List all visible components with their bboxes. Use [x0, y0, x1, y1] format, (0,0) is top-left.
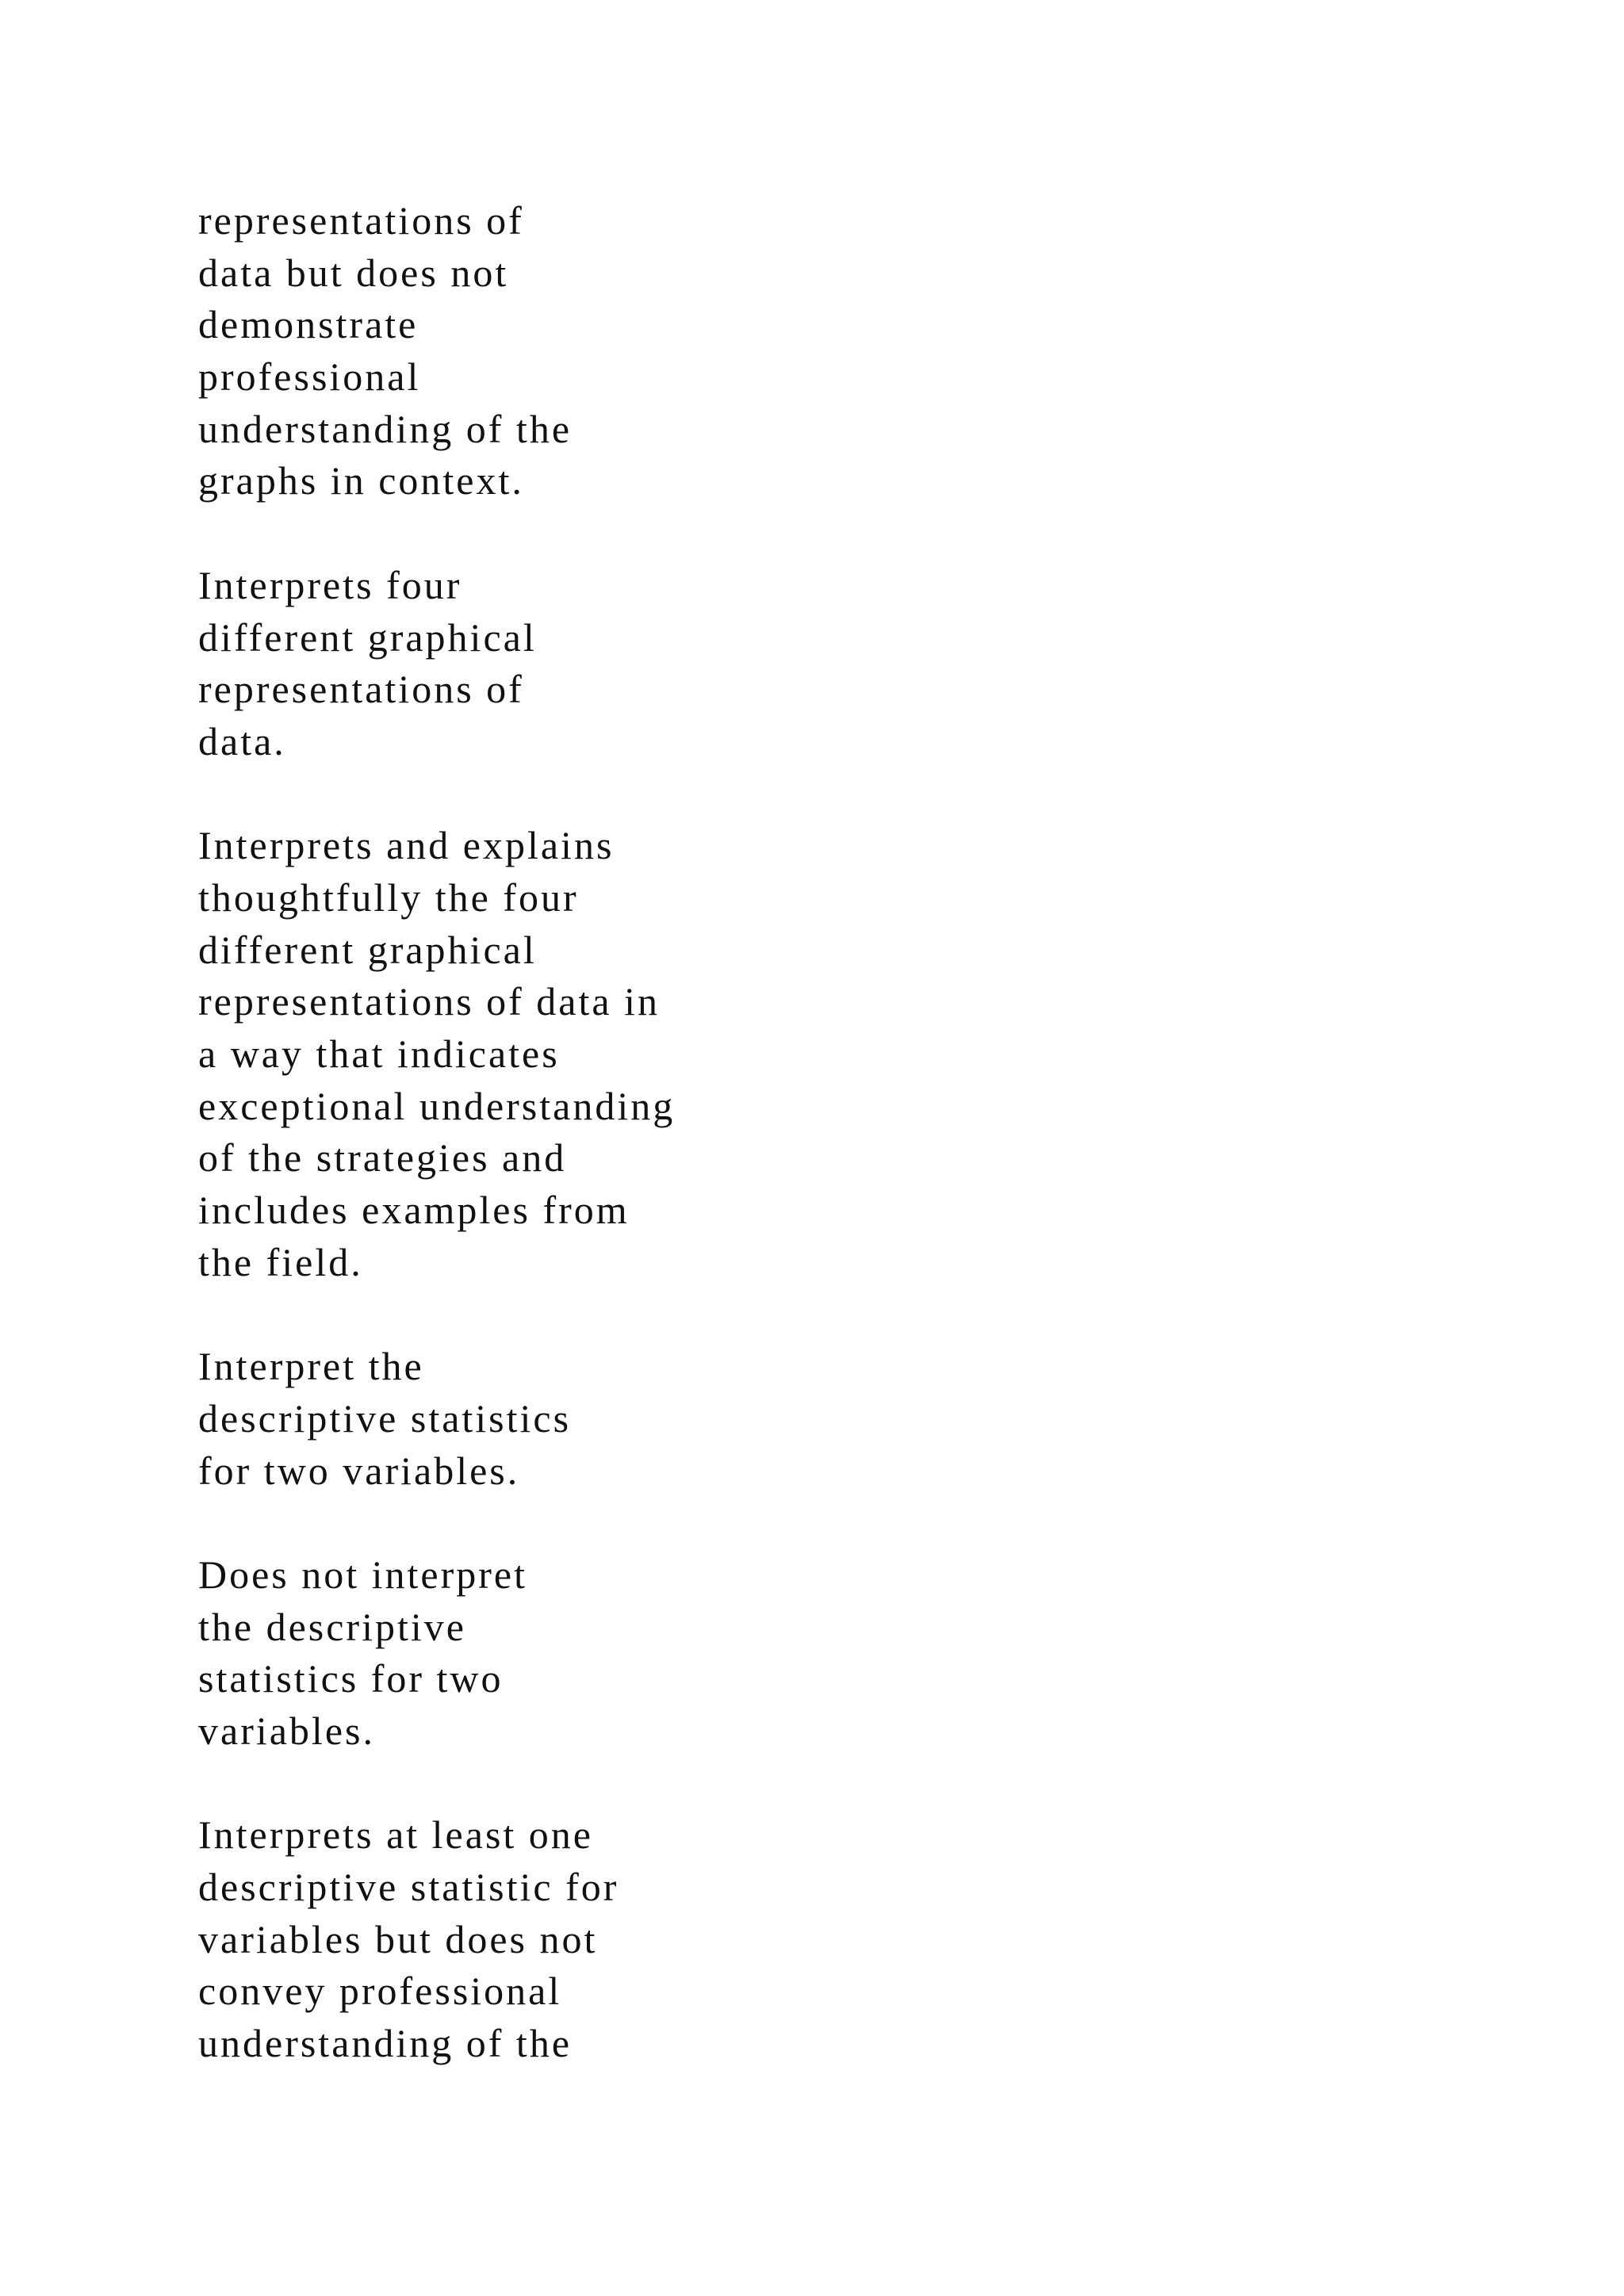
paragraph-spacer [198, 1497, 1071, 1549]
text-line: a way that indicates [198, 1031, 560, 1076]
text-line: Interpret the [198, 1344, 424, 1389]
text-line: variables. [198, 1708, 375, 1753]
text-line: includes examples from [198, 1188, 630, 1233]
text-line: representations of [198, 198, 524, 243]
paragraph-graphs-in-context [198, 195, 1071, 507]
text-line: different graphical [198, 927, 537, 972]
text-line: professional [198, 354, 421, 400]
paragraph-interpret-descriptive [198, 1341, 1071, 1497]
text-line: Interprets at least one [198, 1812, 593, 1858]
paragraph-interprets-four [198, 560, 1071, 768]
text-line: Does not interpret [198, 1552, 528, 1597]
text-line: representations of data in [198, 979, 660, 1024]
text-line: data but does not [198, 250, 509, 295]
paragraph-spacer [198, 768, 1071, 821]
text-line: variables but does not [198, 1916, 598, 1961]
text-line: Interprets and explains [198, 823, 615, 868]
text-line: data. [198, 718, 286, 763]
text-line: for two variables. [198, 1448, 520, 1493]
text-line: thoughtfully the four [198, 874, 579, 920]
text-line: representations of [198, 667, 524, 712]
text-line: statistics for two [198, 1656, 504, 1701]
paragraph-does-not-interpret [198, 1549, 1071, 1758]
text-line: descriptive statistics [198, 1395, 572, 1441]
text-line: the field. [198, 1239, 363, 1284]
text-line: understanding of the [198, 2021, 573, 2066]
text-line: exceptional understanding [198, 1083, 676, 1128]
paragraph-spacer [198, 1758, 1071, 1810]
text-line: convey professional [198, 1969, 562, 2014]
text-line: understanding of the [198, 406, 573, 451]
rubric-text-column [198, 195, 1071, 2070]
text-line: the descriptive [198, 1604, 466, 1649]
text-line: of the strategies and [198, 1135, 567, 1181]
text-line: Interprets four [198, 562, 462, 607]
paragraph-interprets-and-explains [198, 820, 1071, 1288]
paragraph-spacer [198, 1288, 1071, 1341]
paragraph-spacer [198, 507, 1071, 560]
text-line: graphs in context. [198, 458, 524, 503]
text-line: descriptive statistic for [198, 1865, 619, 1909]
text-line: different graphical [198, 614, 537, 660]
text-line: demonstrate [198, 302, 419, 347]
paragraph-interprets-at-least-one [198, 1809, 1071, 2069]
